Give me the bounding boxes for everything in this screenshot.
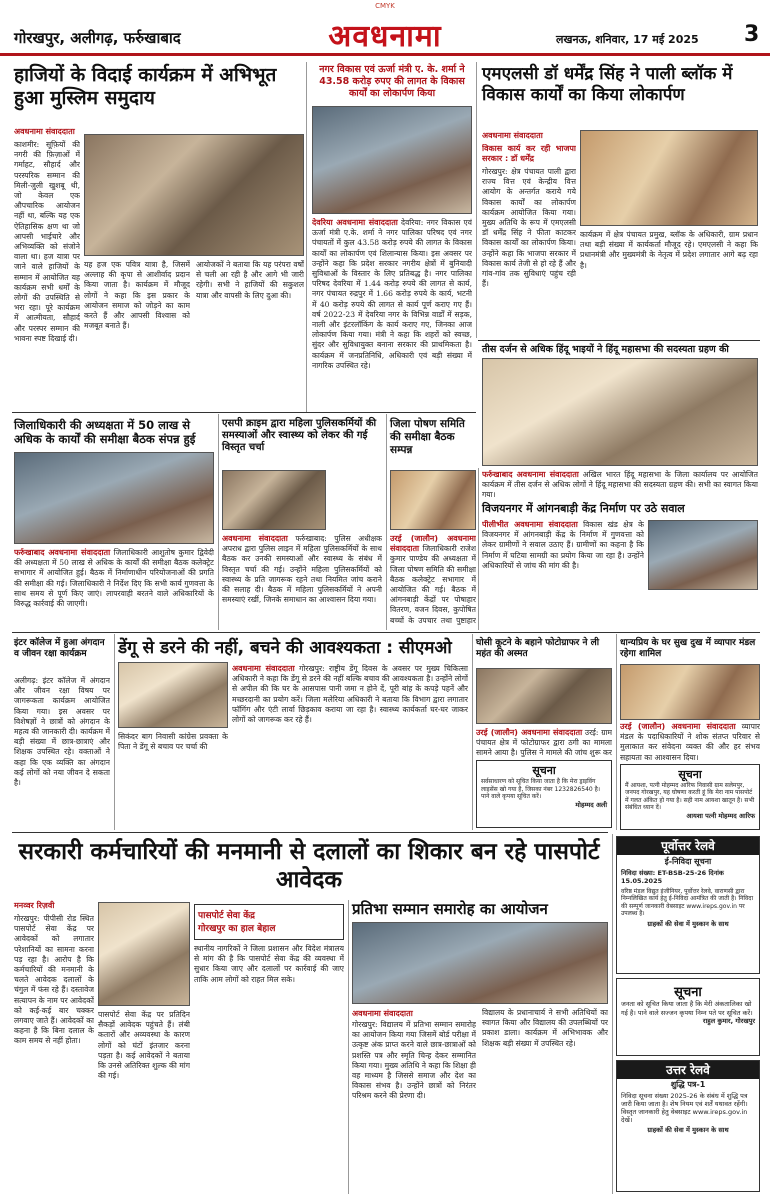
right-subhead: विकास कार्य कर रही भाजपा सरकार : डॉ धर्मेंद्र [482,144,576,163]
lead-byline: अवधनामा संवाददाता [14,127,75,136]
mid-left-photo [14,452,214,544]
mid-center-body-text: फर्रुखाबाद: पुलिस अधीक्षक अपराध द्वारा पुलिस लाइन में महिला पुलिसकर्मियों के साथ बैठक कर उनकी समस्याओं और स्वास्थ्य के संबंध में विस्तृत चर्चा की गई। उन्होंने महिला पुलिसकर्मियों को स्वास्थ्य के प्रति जागरूक रहने तथा नियमित जांच कराने की सलाह दी। बैठक में महिला पुलिसकर्मियों ने अपनी समस्याएं रखीं, जिनके समाधान का आश्वासन दिया गया। [222,534,382,605]
photographer-photo [476,668,612,724]
right-body-text: गोरखपुर: क्षेत्र पंचायत पाली द्वारा राज्य वित्त एवं केन्द्रीय वित्त आयोग के अन्तर्गत कराये गये विकास कार्यों का लोकार्पण कार्यक्रम आयोजित किया गया। मुख्य अतिथि के रूप में एमएलसी डॉ धर्मेंद्र सिंह ने फीता काटकर विकास कार्यों का लोकार्पण किया। उन्होंने कहा कि भाजपा सरकार में विकास कार्य तेजी से हो रहे हैं और गांव-गांव तक सुविधाएं पहुंच रही हैं। [482,167,576,289]
notice-mid-title: सूचना [532,764,556,777]
lead-body-3: आयोजकों ने बताया कि यह परंपरा वर्षों से चली आ रही है और आगे भी जारी रहेगी। सभी ने हाजियों की सकुशल यात्रा और वापसी के लिए दुआ की। [196,260,304,300]
mid-left-headline: जिलाधिकारी की अध्यक्षता में 50 लाख से अधिक के कार्यों की समीक्षा बैठक संपन्न हुई [14,418,196,446]
lead-headline: हाजियों के विदाई कार्यक्रम में अभिभूत हुआ मुस्लिम समुदाय [14,64,277,109]
passport-box-sub: गोरखपुर का हाल बेहाल [198,924,276,934]
center-body [312,218,472,408]
right-byline: अवधनामा संवाददाता [482,131,543,140]
passport-body: गोरखपुर: पीपीसी रोड स्थित पासपोर्ट सेवा केंद्र पर आवेदकों को लगातार परेशानियों का सामना करना पड़ रहा है। आरोप है कि कर्मचारियों की मनमानी के चलते आवेदक दलालों के चंगुल में फंस रहे हैं। दस्तावेज सत्यापन के नाम पर आवेदकों को कई-कई बार चक्कर लगवाए जाते हैं। आवेदकों का कहना है कि बिना दलाल के काम समय से नहीं होता। [14,914,94,1046]
notice-mid-body: सर्वसाधारण को सूचित किया जाता है कि मेरा ड्राइविंग लाइसेंस खो गया है, जिसका नंबर 1232826540 है। पाने वाले कृपया सूचित करें। [481,778,601,801]
passport-body-3: स्थानीय नागरिकों ने जिला प्रशासन और विदेश मंत्रालय से मांग की है कि पासपोर्ट सेवा केंद्र की व्यवस्था में सुधार किया जाए और दलालों पर कार्रवाई की जाए ताकि आम लोगों को राहत मिल सके। [194,944,344,984]
mid-center-photo [222,470,326,530]
notice-box-bottom [616,978,760,1056]
notice-bottom-body: जनता को सूचित किया जाता है कि मेरी अंकतालिका खो गई है। पाने वाले सज्जन कृपया निम्न पते पर सूचित करें। [621,1000,753,1017]
mid-center-body [222,534,382,626]
felicitation-photo [352,922,608,1004]
mahasabha-photo [482,358,758,466]
passport-headline: सरकारी कर्मचारियों की मनमानी से दलालों का शिकार बन रहे पासपोर्ट आवेदक [18,839,600,893]
center-body-text: देवरिया: नगर विकास एवं ऊर्जा मंत्री ए.के. शर्मा ने नगर पालिका परिषद एवं नगर पंचायतों में कुल 43.58 करोड़ रुपये की लागत के विकास कार्यों का लोकार्पण एवं शिलान्यास किया। इस अवसर पर उन्होंने कहा कि प्रदेश सरकार नगरीय क्षेत्रों में बुनियादी सुविधाओं के विस्तार के लिए प्रतिबद्ध है। नगर पालिका परिषद देवरिया में 1.44 करोड़ रुपये की लागत से कार्य, नगर पंचायत रुद्रपुर में 1.66 करोड़ रुपये के कार्य, भटनी में 40 करोड़ रुपये की लागत से कार्य पूर्ण कराए गए हैं। वर्ष 2022-23 में देवरिया नगर के विभिन्न वार्डों में सड़क, नाली और इंटरलॉकिंग के कार्य कराए गए, जिनका आज लोकार्पण किया गया। मंत्री ने कहा कि शहरों को स्वच्छ, सुंदर और सुविधायुक्त बनाना सरकार की प्राथमिकता है। कार्यक्रम में जनप्रतिनिधि, अधिकारी एवं बड़ी संख्या में नागरिक उपस्थित रहे। [312,218,472,370]
passport-byline: मनव्वर रिज़वी [14,901,55,910]
rail-ad-tender: निविदा संख्या: ET-BSB-25-26 दिनांक 15.05.2025 [621,868,724,885]
uttar-rail-body: निविदा सूचना संख्या 2025-26 के संबंध में शुद्धि पत्र जारी किया जाता है। शेष नियम एवं शर्तें यथावत रहेंगी। विस्तृत जानकारी हेतु वेबसाइट www.ireps.gov.in देखें। [621,1091,748,1125]
rail-ad-header: पूर्वोत्तर रेलवे [617,837,759,855]
passport-box-title: पासपोर्ट सेवा केंद्र [198,911,255,921]
masthead [0,14,770,56]
mahasabha-caption [482,470,758,500]
photographer-caption: उरई (जालौन) अवधनामा संवाददाता [476,728,583,737]
notice-bottom-signature: राहुल कुमार, गोरखपुर [702,1017,755,1025]
rail-ad-body: वरिष्ठ मंडल विद्युत इंजीनियर, पूर्वोत्तर रेलवे, वाराणसी द्वारा निम्नलिखित कार्य हेतु ई-निविदा आमंत्रित की जाती है। निविदा की सम्पूर्ण जानकारी वेबसाइट www.ireps.gov.in पर उपलब्ध है। [621,887,753,918]
vyapar-headline: धान्यप्रिय के घर सुख दुख में व्यापार मंडल रहेगा शामिल [620,638,756,659]
lead-body-2: यह हज एक पवित्र यात्रा है, जिसमें अल्लाह की कृपा से आशीर्वाद प्रदान किया जाता है। कार्यक्रम में मौजूद लोगों ने कहा कि इस प्रकार के आयोजन समाज को जोड़ने का काम करते हैं और आपसी विश्वास को मजबूत बनाते हैं। [84,260,190,331]
rail-ad-footer: ग्राहकों की सेवा में मुस्कान के साथ [647,919,729,928]
anganwadi-photo [648,520,758,590]
notice-box-right [620,764,760,830]
dengue-byline: अवधनामा संवाददाता [232,664,295,673]
lead-photo [84,134,304,256]
anganwadi-headline: विजयनगर में आंगनबाड़ी केंद्र निर्माण पर उठे सवाल [482,502,685,515]
uttar-rail-header: उत्तर रेलवे [617,1061,759,1079]
poshan-body-text: जिलाधिकारी राजेश कुमार पाण्डेय की अध्यक्षता में जिला पोषण समिति की समीक्षा बैठक कलेक्ट्रेट सभागार में आयोजित की गई। बैठक में आंगनबाड़ी केंद्रों पर पोषाहार वितरण, वजन दिवस, कुपोषित बच्चों के उपचार तथा पुष्टाहार [390,544,476,625]
notice-right-title: सूचना [678,768,702,781]
right-body-2: कार्यक्रम में क्षेत्र पंचायत प्रमुख, ब्लॉक के अधिकारी, ग्राम प्रधान तथा बड़ी संख्या में कार्यकर्ता मौजूद रहे। एमएलसी ने कहा कि प्रधानमंत्री और मुख्यमंत्री के नेतृत्व में प्रदेश लगातार आगे बढ़ रहा है। [580,230,758,270]
college-body: अलीगढ़: इंटर कॉलेज में अंगदान और जीवन रक्षा विषय पर जागरूकता कार्यक्रम आयोजित किया गया। इस अवसर पर विशेषज्ञों ने छात्रों को अंगदान के महत्व की जानकारी दी। कार्यक्रम में बड़ी संख्या में छात्र-छात्राएं और शिक्षक उपस्थित रहे। वक्ताओं ने कहा कि एक व्यक्ति का अंगदान कई लोगों को नया जीवन दे सकता है। [14,676,110,788]
dengue-photo [118,662,228,728]
right-headline: एमएलसी डॉ धर्मेंद्र सिंह ने पाली ब्लॉक में विकास कार्यों का किया लोकार्पण [482,64,733,105]
cmyk-marker: CMYK [375,2,395,10]
photographer-body-text: उरई: ग्राम पंचायत क्षेत्र में फोटोग्राफर द्वारा ठगी का मामला सामने आया है। पुलिस ने मामले की जांच शुरू कर [476,728,612,758]
dengue-body [232,664,468,824]
poshan-photo [390,470,476,530]
vyapar-body-text: व्यापार मंडल के पदाधिकारियों ने शोक संतप्त परिवार से मुलाकात कर संवेदना व्यक्त की और हर संभव सहायता का आश्वासन दिया। [620,722,760,762]
felicitation-byline: अवधनामा संवाददाता [352,1009,413,1018]
vyapar-photo [620,664,760,720]
lead-body: काशमीर: सूफ़ियों की नगरी की फ़िज़ाओं में गर्माहट, सौहार्द और परस्परिक सम्मान की मिली-जुली खुशबू थी, जो केवल एक औपचारिक आयोजन नहीं था, बल्कि यह एक ऐतिहासिक क्षण था जो आपसी भाईचारे और अभिव्यक्ति को संजोने वाला था। हज यात्रा पर जाने वाले हाजियों के सम्मान में आयोजित यह कार्यक्रम सभी धर्मों के लोगों की उपस्थिति से भरा रहा। पूरे कार्यक्रम में आत्मीयता, सौहार्द और परस्पर सम्मान की भावना स्पष्ट दिखाई दी। [14,140,80,343]
vyapar-caption: उरई (जालौन) अवधनामा संवाददाता [620,722,736,731]
mahasabha-caption-label: फर्रुखाबाद अवधनामा संवाददाता [482,470,579,479]
right-photo [580,130,758,226]
passport-body-2: पासपोर्ट सेवा केंद्र पर प्रतिदिन सैकड़ों आवेदक पहुंचते हैं। लंबी कतारों और अव्यवस्था के कारण लोगों को घंटों इंतजार करना पड़ता है। कई आवेदकों ने बताया कि उनसे अतिरिक्त शुल्क की मांग की गई। [98,1010,190,1081]
poshan-byline: उरई (जालौन) अवधनामा संवाददाता [390,534,476,554]
mid-left-caption: फर्रुखाबाद अवधनामा संवाददाता [14,548,111,557]
newspaper-logo: अवधनामा [328,19,442,54]
edition-cities: गोरखपुर, अलीगढ़, फर्रुखाबाद [14,29,181,47]
uttar-rail-ad [616,1060,760,1192]
college-headline: इंटर कॉलेज में हुआ अंगदान व जीवन रक्षा कार्यक्रम [14,638,105,659]
mahasabha-caption-text: अखिल भारत हिंदू महासभा के जिला कार्यालय पर आयोजित कार्यक्रम में तीस दर्जन से अधिक लोगों ने हिंदू महासभा की सदस्यता ग्रहण की। सभी का स्वागत किया गया। [482,470,758,500]
notice-right-signature: आयशा पत्नी मोहम्मद आरिफ [686,811,755,820]
poshan-body [390,534,476,626]
vyapar-body [620,722,760,762]
anganwadi-body [482,520,644,628]
uttar-rail-footer: ग्राहकों की सेवा में मुस्कान के साथ [647,1126,729,1135]
felicitation-body-2: विद्यालय के प्रधानाचार्य ने सभी अतिथियों का स्वागत किया और विद्यालय की उपलब्धियों पर प्रकाश डाला। कार्यक्रम में अभिभावक और शिक्षक बड़ी संख्या में उपस्थित रहे। [482,1008,608,1048]
passport-box [194,904,344,940]
notice-right-body: मैं आयशा, पत्नी मोहम्मद आरिफ निवासी ग्राम सलेमपुर, जनपद गोरखपुर, यह घोषणा करती हूं कि मेरा नाम पासपोर्ट में गलत अंकित हो गया है। सही नाम आयशा खातून है। सभी संबंधित ध्यान दें। [625,782,755,812]
passport-photo [98,902,190,1006]
right-body [482,144,576,338]
mid-center-byline: अवधनामा संवाददाता [222,534,288,543]
rail-ad [616,836,760,974]
poshan-headline: जिला पोषण समिति की समीक्षा बैठक सम्पन्न [390,418,465,456]
notice-bottom-title: सूचना [674,985,702,1000]
photographer-headline: घोसी कूटने के बहाने फोटोग्राफर ने ली महंत की अस्मत [476,638,600,659]
dengue-body-text: गोरखपुर: राष्ट्रीय डेंगू दिवस के अवसर पर मुख्य चिकित्सा अधिकारी ने कहा कि डेंगू से डरने की नहीं बल्कि बचाव की आवश्यकता है। उन्होंने लोगों से अपील की कि घर के आसपास पानी जमा न होने दें, पूरी बांह के कपड़े पहनें और मच्छरदानी का प्रयोग करें। जिला मलेरिया अधिकारी ने बताया कि विभाग द्वारा लगातार फॉगिंग और एंटी लार्वा छिड़काव कराया जा रहा है। स्वास्थ्य कार्यकर्ता घर-घर जाकर लोगों को जागरूक कर रहे हैं। [232,664,468,725]
anganwadi-body-text: विकास खंड क्षेत्र के विजयनगर में आंगनबाड़ी केंद्र के निर्माण में गुणवत्ता को लेकर ग्रामीणों ने सवाल उठाए हैं। ग्रामीणों का कहना है कि निर्माण में घटिया सामग्री का प्रयोग किया जा रहा है। उन्होंने अधिकारियों से जांच की मांग की है। [482,520,644,570]
center-headline: नगर विकास एवं ऊर्जा मंत्री ए. के. शर्मा ने 43.58 करोड़ रुपए की लागत के विकास कार्यों का लोकार्पण किया [319,64,465,99]
anganwadi-byline: पीलीभीत अवधनामा संवाददाता [482,520,578,529]
center-photo [312,106,472,214]
dengue-headline: डेंगू से डरने की नहीं, बचने की आवश्यकता : सीएमओ [118,638,452,658]
notice-mid-signature: मोहम्मद अली [575,800,607,809]
notice-box-mid [476,760,612,828]
felicitation-body: गोरखपुर: विद्यालय में प्रतिभा सम्मान समारोह का आयोजन किया गया जिसमें बोर्ड परीक्षा में उत्कृष्ट अंक प्राप्त करने वाले छात्र-छात्राओं को प्रशस्ति पत्र और स्मृति चिन्ह देकर सम्मानित किया गया। मुख्य अतिथि ने कहा कि शिक्षा ही वह माध्यम है जिससे समाज और देश का विकास संभव है। उन्होंने छात्रों को निरंतर परिश्रम करने की प्रेरणा दी। [352,1020,476,1101]
mid-center-headline: एसपी क्राइम द्वारा महिला पुलिसकर्मियों की समस्याओं और स्वास्थ्य को लेकर की गई विस्तृत चर्चा [222,418,377,453]
edition-date: लखनऊ, शनिवार, 17 मई 2025 [556,33,699,46]
page-number: 3 [744,22,760,47]
mid-left-body-text: जिलाधिकारी आशुतोष कुमार द्विवेदी की अध्यक्षता में 50 लाख से अधिक के कार्यों की समीक्षा बैठक कलेक्ट्रेट सभागार में आयोजित हुई। बैठक में निर्माणाधीन परियोजनाओं की प्रगति की समीक्षा की गई। जिलाधिकारी ने निर्देश दिए कि सभी कार्य गुणवत्ता के साथ समय से पूर्ण किए जाएं। लापरवाही बरतने वाले अधिकारियों के विरुद्ध कार्रवाई की जाएगी। [14,548,214,609]
felicitation-headline: प्रतिभा सम्मान समारोह का आयोजन [352,900,548,918]
photo-band-caption: तीस दर्जन से अधिक हिंदू भाइयों ने हिंदू महासभा की सदस्यता ग्रहण की [482,344,729,355]
photographer-body [476,728,612,758]
rail-ad-title: ई-निविदा सूचना [664,857,712,866]
dengue-caption: सिकंदर बाग निवासी कांग्रेस प्रवक्ता के पिता ने डेंगू से बचाव पर चर्चा की [118,732,228,752]
uttar-rail-sub: शुद्धि पत्र-1 [670,1080,706,1089]
mid-left-body [14,548,214,626]
center-byline: देवरिया अवधनामा संवाददाता [312,218,398,227]
